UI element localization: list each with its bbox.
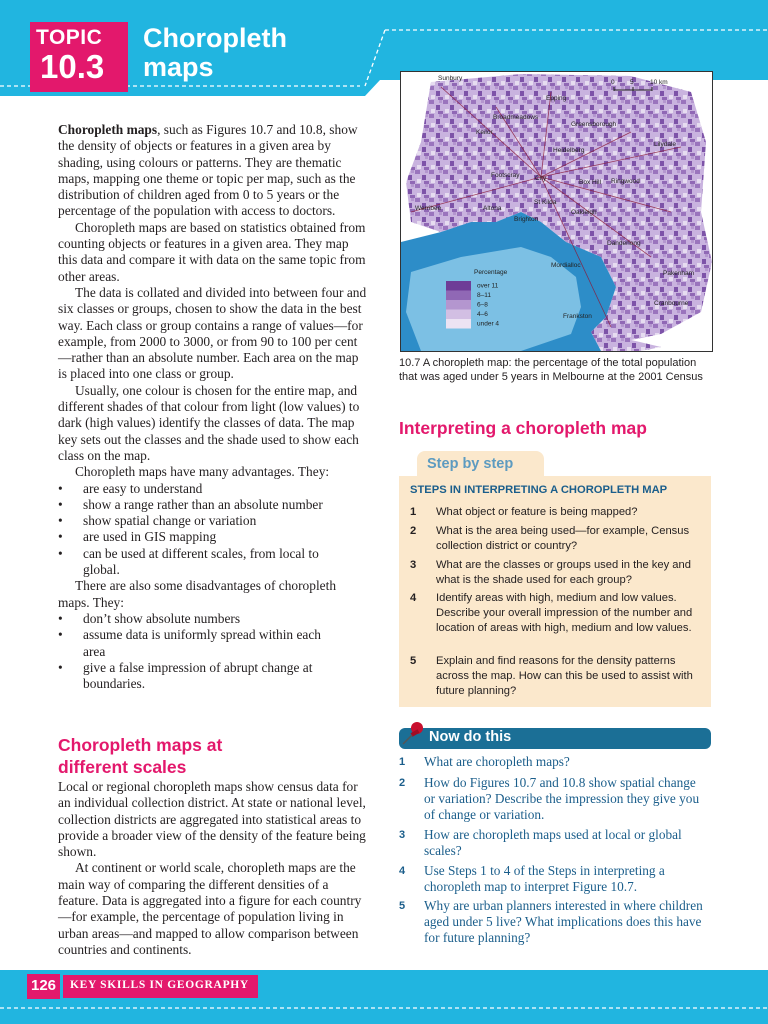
- topic-label: TOPIC: [36, 26, 103, 49]
- place-label: Mordialloc: [551, 262, 581, 269]
- place-label: Box Hill: [579, 179, 602, 186]
- legend-swatch-4-6: [446, 310, 471, 320]
- scale-label-5: 5: [630, 79, 634, 86]
- steps-heading: STEPS IN INTERPRETING A CHOROPLETH MAP: [410, 484, 668, 496]
- place-label: Werribee: [415, 205, 442, 212]
- advantages-list: [58, 481, 370, 579]
- question-number: 3: [399, 829, 406, 841]
- legend-swatch-8-11: [446, 291, 471, 301]
- paragraph-8: At continent or world scale, choropleth maps are the main way of comparing the different densities of a feature. Data is aggregated into a figure for each country—for example, the percentage of population living in urban areas—and mapped to allow comparison between countries and continents.: [58, 860, 362, 957]
- heading-line-2: different scales: [58, 757, 187, 777]
- step-text: What is the area being used—for example, Census collection district or country?: [436, 525, 690, 552]
- question-text: How are choropleth maps used at local or global scales?: [424, 827, 682, 859]
- list-item: • show spatial change or variation: [58, 513, 370, 529]
- disadvantages-list: [58, 611, 370, 692]
- title-line-2: maps: [143, 52, 214, 82]
- list-item: • are used in GIS mapping: [58, 529, 370, 545]
- step-text: Explain and find reasons for the density patterns across the map. How can this be used to assist with future planning?: [436, 655, 693, 697]
- place-label: Footscray: [491, 172, 520, 179]
- left-column: [58, 122, 370, 692]
- list-item: • don’t show absolute numbers: [58, 611, 370, 627]
- legend-swatch-6-8: [446, 300, 471, 310]
- figure-caption: 10.7 A choropleth map: the percentage of the total population that was aged under 5 years in Melbourne at the 2001 Census: [399, 357, 703, 383]
- step-number: 1: [410, 506, 417, 518]
- paragraph-7: Local or regional choropleth maps show census data for an individual collection district. At state or national level, collection districts are aggregated into statistical areas to provide a broader view of the density of the feature being shown.: [58, 779, 366, 860]
- paragraph-2: Choropleth maps are based on statistics obtained from counting objects or features in a given area. They map this data and compare it with data on the same topic from other areas.: [58, 219, 366, 284]
- paragraph-6: There are also some disadvantages of choropleth maps. They:: [58, 578, 337, 610]
- place-label: Sunbury: [438, 75, 463, 82]
- intro-term: Choropleth maps: [58, 122, 158, 137]
- map-legend: [439, 266, 529, 334]
- question-text: Use Steps 1 to 4 of the Steps in interpreting a choropleth map to interpret Figure 10.7.: [424, 863, 665, 895]
- legend-label: under 4: [477, 320, 500, 328]
- step-by-step-label: Step by step: [427, 456, 514, 472]
- legend-label: 4–6: [477, 311, 488, 318]
- list-item: • are easy to understand: [58, 481, 370, 497]
- place-label: Heidelberg: [553, 147, 585, 154]
- step-text: What object or feature is being mapped?: [436, 506, 638, 518]
- now-do-this-label: Now do this: [429, 729, 512, 745]
- section-heading-scales: [58, 734, 222, 778]
- intro-text: , such as Figures 10.7 and 10.8, show the density of objects or features in a given area by shading, using colours or patterns. They are thematic maps, mapping one theme or topic per map, such as the distribution of children aged from 0 to 5 years or the percentage of the population with access to doctors.: [58, 122, 358, 219]
- legend-label: 8–11: [477, 292, 491, 299]
- place-label: Keilor: [476, 129, 493, 136]
- paragraph-5: Choropleth maps have many advantages. They:: [75, 464, 330, 480]
- step-text: What are the classes or groups used in the key and what is the shade used for each group?: [436, 559, 691, 586]
- paragraph-3: The data is collated and divided into between four and six classes or groups, chosen to show the data in the best way. Each class or group contains a range of values—for example, from 2000 to 3000, or from 90 to 100 per cent—rather than an absolute number. Each area on the map is placed into one class or group.: [58, 284, 367, 382]
- place-label: Lilydale: [654, 141, 677, 148]
- paragraph-4: Usually, one colour is chosen for the entire map, and different shades of that colour from light (low values) to dark (high values) identify the classes of data. The map key sets out the classes and the shade used to show each class on the map.: [58, 382, 360, 463]
- topic-number: 10.3: [40, 48, 105, 85]
- legend-title: Percentage: [474, 269, 508, 276]
- interpreting-heading: Interpreting a choropleth map: [399, 418, 647, 438]
- question-number: 2: [399, 777, 406, 789]
- step-number: 3: [410, 559, 417, 571]
- question-text: What are choropleth maps?: [424, 754, 570, 769]
- scale-label-0: 0: [611, 79, 615, 86]
- map-graphic: [401, 72, 712, 351]
- place-label: Frankston: [563, 313, 592, 320]
- question-number: 1: [399, 756, 406, 768]
- question-text: Why are urban planners interested in where children aged under 5 live? What implications does this have for future planning?: [424, 898, 703, 946]
- step-text: Identify areas with high, medium and low values. Describe your overall impression of the number and location of areas with high, medium and low values.: [436, 592, 693, 634]
- place-label: Oakleigh: [571, 209, 597, 216]
- question-number: 4: [399, 865, 406, 877]
- scales-text: [58, 779, 370, 958]
- page-number: 126: [31, 977, 57, 994]
- place-label: City: [535, 175, 547, 182]
- legend-swatch-over-11: [446, 281, 471, 291]
- page-title: [143, 24, 287, 82]
- legend-swatch-under-4: [446, 319, 471, 329]
- place-label: Ringwood: [611, 178, 640, 185]
- heading-line-1: Choropleth maps at: [58, 735, 223, 755]
- list-item: • can be used at different scales, from local to global.: [58, 546, 333, 579]
- step-number: 4: [410, 592, 417, 604]
- step-number: 2: [410, 525, 417, 537]
- question-number: 5: [399, 900, 406, 912]
- step-number: 5: [410, 655, 417, 667]
- place-label: Broadmeadows: [493, 114, 539, 121]
- choropleth-map-figure: [400, 71, 713, 352]
- list-item: • assume data is uniformly spread within each area: [58, 627, 323, 660]
- place-label: Greensborough: [571, 121, 617, 128]
- place-label: St Kilda: [534, 199, 557, 206]
- title-line-1: Choropleth: [143, 23, 287, 53]
- legend-label: over 11: [477, 282, 499, 290]
- book-title: KEY SKILLS IN GEOGRAPHY: [70, 979, 249, 991]
- place-label: Brighton: [514, 216, 539, 223]
- place-label: Dandenong: [607, 240, 641, 247]
- list-item: • give a false impression of abrupt change at boundaries.: [58, 660, 323, 693]
- question-text: How do Figures 10.7 and 10.8 show spatial change or variation? Describe the impression they give you of change or variation.: [424, 775, 700, 823]
- place-label: Altona: [483, 205, 502, 212]
- place-label: Pakenham: [663, 270, 695, 277]
- place-label: Cranbourne: [654, 300, 689, 307]
- place-label: Epping: [546, 95, 567, 102]
- list-item: • show a range rather than an absolute number: [58, 497, 370, 513]
- legend-label: 6–8: [477, 301, 488, 309]
- intro-paragraph: [58, 122, 370, 220]
- pushpin-icon: [399, 720, 429, 746]
- scale-label-10: 10 km: [650, 79, 668, 86]
